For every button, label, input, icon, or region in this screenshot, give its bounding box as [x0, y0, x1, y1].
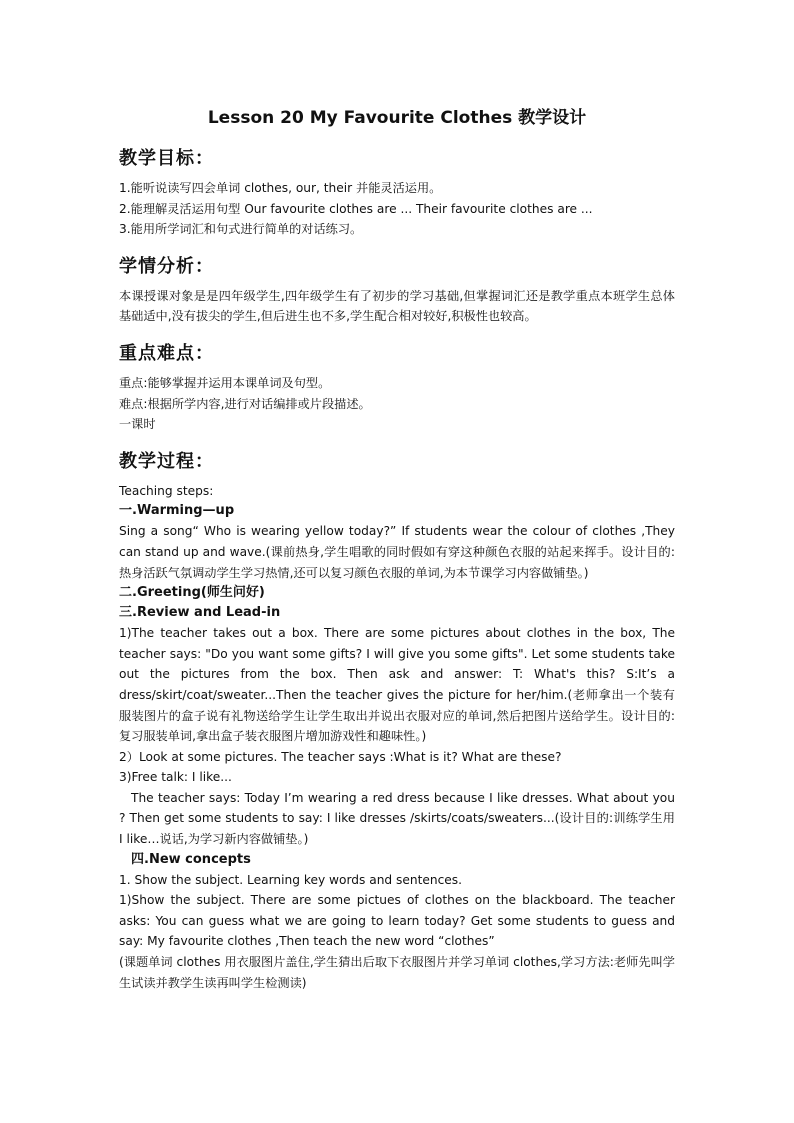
objective-item-2: 2.能理解灵活运用句型 Our favourite clothes are ... Their favourite clothes are ...: [119, 201, 593, 216]
review-heading: 三.Review and Lead-in: [119, 605, 281, 621]
objective-item-3: 3.能用所学词汇和句式进行简单的对话练习。: [119, 222, 363, 237]
greeting-heading: 二.Greeting(师生问好): [119, 585, 265, 601]
keypoint-item-3: 一课时: [119, 417, 156, 432]
review-step-1: 1)The teacher takes out a box. There are some pictures about clothes in the box, The teacher says: "Do you want some gifts? I will give you some gifts". Let some students take out the pictures from the box. Then ask and answer: T: What's this? S:It’s a dress/skirt/coat/sweater...Then the teacher gives the picture for her/him.(老师拿出一个装有服装图片的盒子说有礼物送给学生让学生取出并说出衣服对应的单词,然后把图片送给学生。设计目的:复习服装单词,拿出盒子装衣服图片增加游戏性和趣味性。): [119, 626, 675, 744]
review-step-2: 2）Look at some pictures. The teacher says :What is it? What are these?: [119, 749, 562, 764]
teaching-steps-label: Teaching steps:: [119, 483, 214, 498]
heading-analysis: 学情分析：: [119, 255, 214, 277]
analysis-text: 本课授课对象是是四年级学生,四年级学生有了初步的学习基础,但掌握词汇还是教学重点本班学生总体基础适中,没有拔尖的学生,但后进生也不多,学生配合相对较好,积极性也较高。: [119, 288, 675, 324]
heading-process: 教学过程：: [119, 450, 214, 472]
new-concepts-heading: 四.New concepts: [131, 851, 251, 867]
review-step-3-text: The teacher says: Today I’m wearing a red dress because I like dresses. What about you ? Then get some students to say: I like dresses /skirts/coats/sweaters...(设计目的:训练学生用 I like…说话,为学习新内容做铺垫。): [119, 790, 675, 847]
warming-heading: 一.Warming—up: [119, 503, 235, 519]
warming-text: Sing a song“ Who is wearing yellow today?” If students wear the colour of clothes ,They can stand up and wave.(课前热身,学生唱歌的同时假如有穿这种颜色衣服的站起来挥手。设计目的:热身活跃气氛调动学生学习热情,还可以复习颜色衣服的单词,为本节课学习内容做铺垫。): [119, 524, 675, 580]
review-step-3: 3)Free talk: I like...: [119, 770, 232, 785]
document-title: Lesson 20 My Favourite Clothes 教学设计: [207, 108, 587, 128]
new-step-1-text: 1)Show the subject. There are some pictues of clothes on the blackboard. The teacher asks: You can guess what we are going to learn today? Get some students to guess and say: My favourite clothes ,Then teach the new word “clothes”: [119, 893, 675, 949]
document-page: [119, 100, 675, 993]
heading-objectives: 教学目标：: [119, 148, 214, 169]
new-step-1-note: (课题单词 clothes 用衣服图片盖住,学生猜出后取下衣服图片并学习单词 clothes,学习方法:老师先叫学生试读并教学生读再叫学生检测读): [119, 955, 675, 990]
new-step-1: 1. Show the subject. Learning key words and sentences.: [119, 872, 463, 887]
objective-item-1: 1.能听说读写四会单词 clothes, our, their 并能灵活运用。: [119, 181, 442, 195]
keypoint-item-2: 难点:根据所学内容,进行对话编排或片段描述。: [119, 396, 371, 411]
keypoint-item-1: 重点:能够掌握并运用本课单词及句型。: [119, 375, 331, 390]
heading-keypoints: 重点难点：: [119, 342, 214, 364]
